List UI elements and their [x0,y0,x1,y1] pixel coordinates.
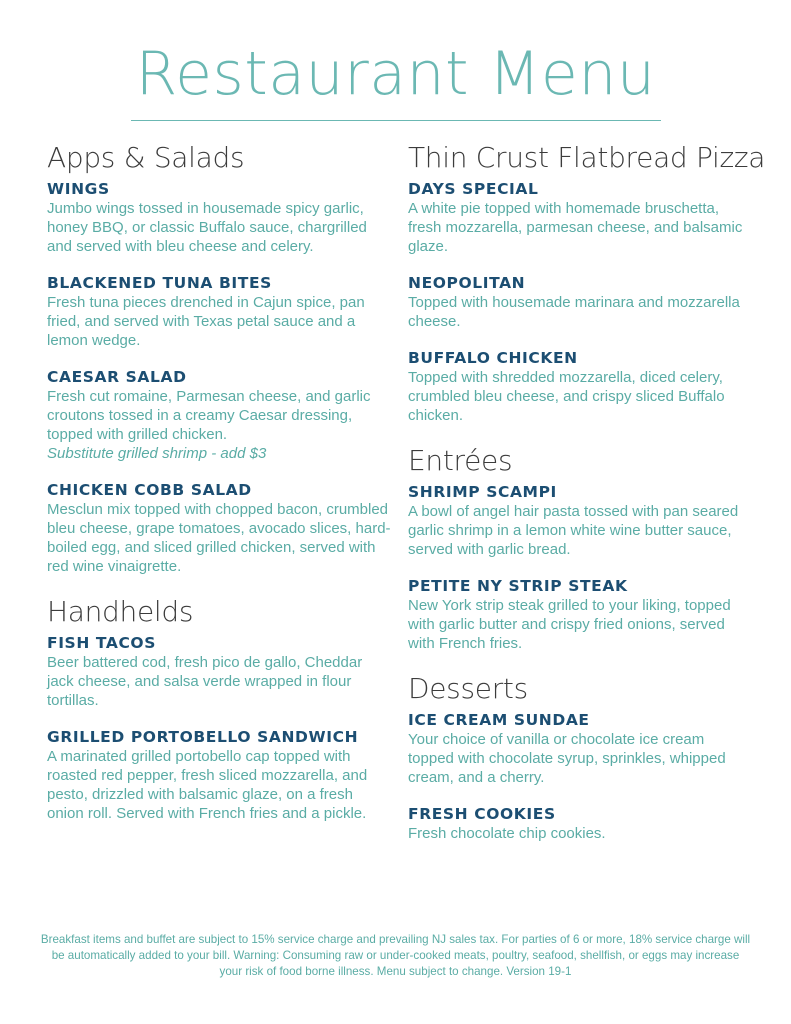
item-name: BLACKENED TUNA BITES [47,274,272,292]
menu-item-petite-ny-strip-steak [408,577,753,653]
item-description: A marinated grilled portobello cap topped with roasted red pepper, fresh sliced mozzarella, and pesto, drizzled with balsamic glaze, on a fresh onion roll. Served with French fries and a pickle. [47,748,368,822]
item-name: BUFFALO CHICKEN [408,349,578,367]
menu-item-fish-tacos [47,634,392,710]
menu-item-shrimp-scampi [408,483,753,559]
item-name: FRESH COOKIES [408,805,556,823]
item-description: Topped with shredded mozzarella, diced celery, crumbled bleu cheese, and crispy sliced Buffalo chicken. [408,369,725,424]
menu-item-days-special [408,180,753,256]
section-title: Desserts [408,672,528,705]
menu-item-buffalo-chicken [408,349,753,425]
item-name: WINGS [47,180,110,198]
item-note: Substitute grilled shrimp - add $3 [47,445,267,462]
right-column [408,140,766,861]
item-name: SHRIMP SCAMPI [408,483,557,501]
menu-item-caesar-salad [47,368,392,463]
item-name: NEOPOLITAN [408,274,526,292]
section-title: Entrées [408,444,513,477]
section-apps-salads [47,140,392,576]
item-description: Mesclun mix topped with chopped bacon, crumbled bleu cheese, grape tomatoes, avocado slices, hard-boiled egg, and sliced grilled chicken, served with red wine vinaigrette. [47,501,391,575]
menu-item-fresh-cookies [408,805,753,843]
footer-disclaimer: Breakfast items and buffet are subject to 15% service charge and prevailing NJ sales tax. For parties of 6 or more, 18% service charge will be automatically added to your bill. Warning: Consuming raw or under-cooked meats, poultry, seafood, shellfish, or eggs may increase your risk of food borne illness. Menu subject to change. Version 19-1 [40,933,751,978]
item-description: New York strip steak grilled to your liking, topped with garlic butter and crispy fried onions, served with French fries. [408,597,731,652]
section-flatbread-pizza [408,140,766,425]
menu-item-neopolitan [408,274,753,331]
item-description: Fresh cut romaine, Parmesan cheese, and garlic croutons tossed in a creamy Caesar dressing, topped with grilled chicken. [47,388,371,443]
item-description: A white pie topped with homemade bruschetta, fresh mozzarella, parmesan cheese, and balsamic glaze. [408,200,743,255]
menu-item-grilled-portobello-sandwich [47,728,392,823]
menu-item-blackened-tuna-bites [47,274,392,350]
page-title: Restaurant Menu [135,39,656,109]
menu-item-wings [47,180,392,256]
item-description: Jumbo wings tossed in housemade spicy garlic, honey BBQ, or classic Buffalo sauce, chargrilled and served with bleu cheese and celery. [47,200,367,255]
item-description: Beer battered cod, fresh pico de gallo, Cheddar jack cheese, and salsa verde wrapped in flour tortillas. [47,654,363,709]
section-title: Handhelds [47,595,194,628]
item-name: CHICKEN COBB SALAD [47,481,252,499]
menu-item-ice-cream-sundae [408,711,753,787]
item-name: GRILLED PORTOBELLO SANDWICH [47,728,359,746]
title-divider [131,120,661,121]
item-description: Topped with housemade marinara and mozzarella cheese. [408,294,740,330]
item-description: A bowl of angel hair pasta tossed with pan seared garlic shrimp in a lemon white wine butter sauce, served with garlic bread. [408,503,739,558]
section-title: Thin Crust Flatbread Pizza [408,141,766,174]
item-name: PETITE NY STRIP STEAK [408,577,628,595]
item-description: Fresh tuna pieces drenched in Cajun spice, pan fried, and served with Texas petal sauce and a lemon wedge. [47,294,365,349]
section-title: Apps & Salads [47,141,245,174]
item-description: Fresh chocolate chip cookies. [408,825,606,842]
item-name: DAYS SPECIAL [408,180,539,198]
section-entrees [408,443,753,653]
section-desserts [408,671,753,843]
item-name: FISH TACOS [47,634,156,652]
menu-item-chicken-cobb-salad [47,481,392,576]
left-column [47,140,392,841]
section-handhelds [47,594,392,823]
item-name: ICE CREAM SUNDAE [408,711,590,729]
item-name: CAESAR SALAD [47,368,187,386]
item-description: Your choice of vanilla or chocolate ice cream topped with chocolate syrup, sprinkles, whipped cream, and a cherry. [408,731,726,786]
